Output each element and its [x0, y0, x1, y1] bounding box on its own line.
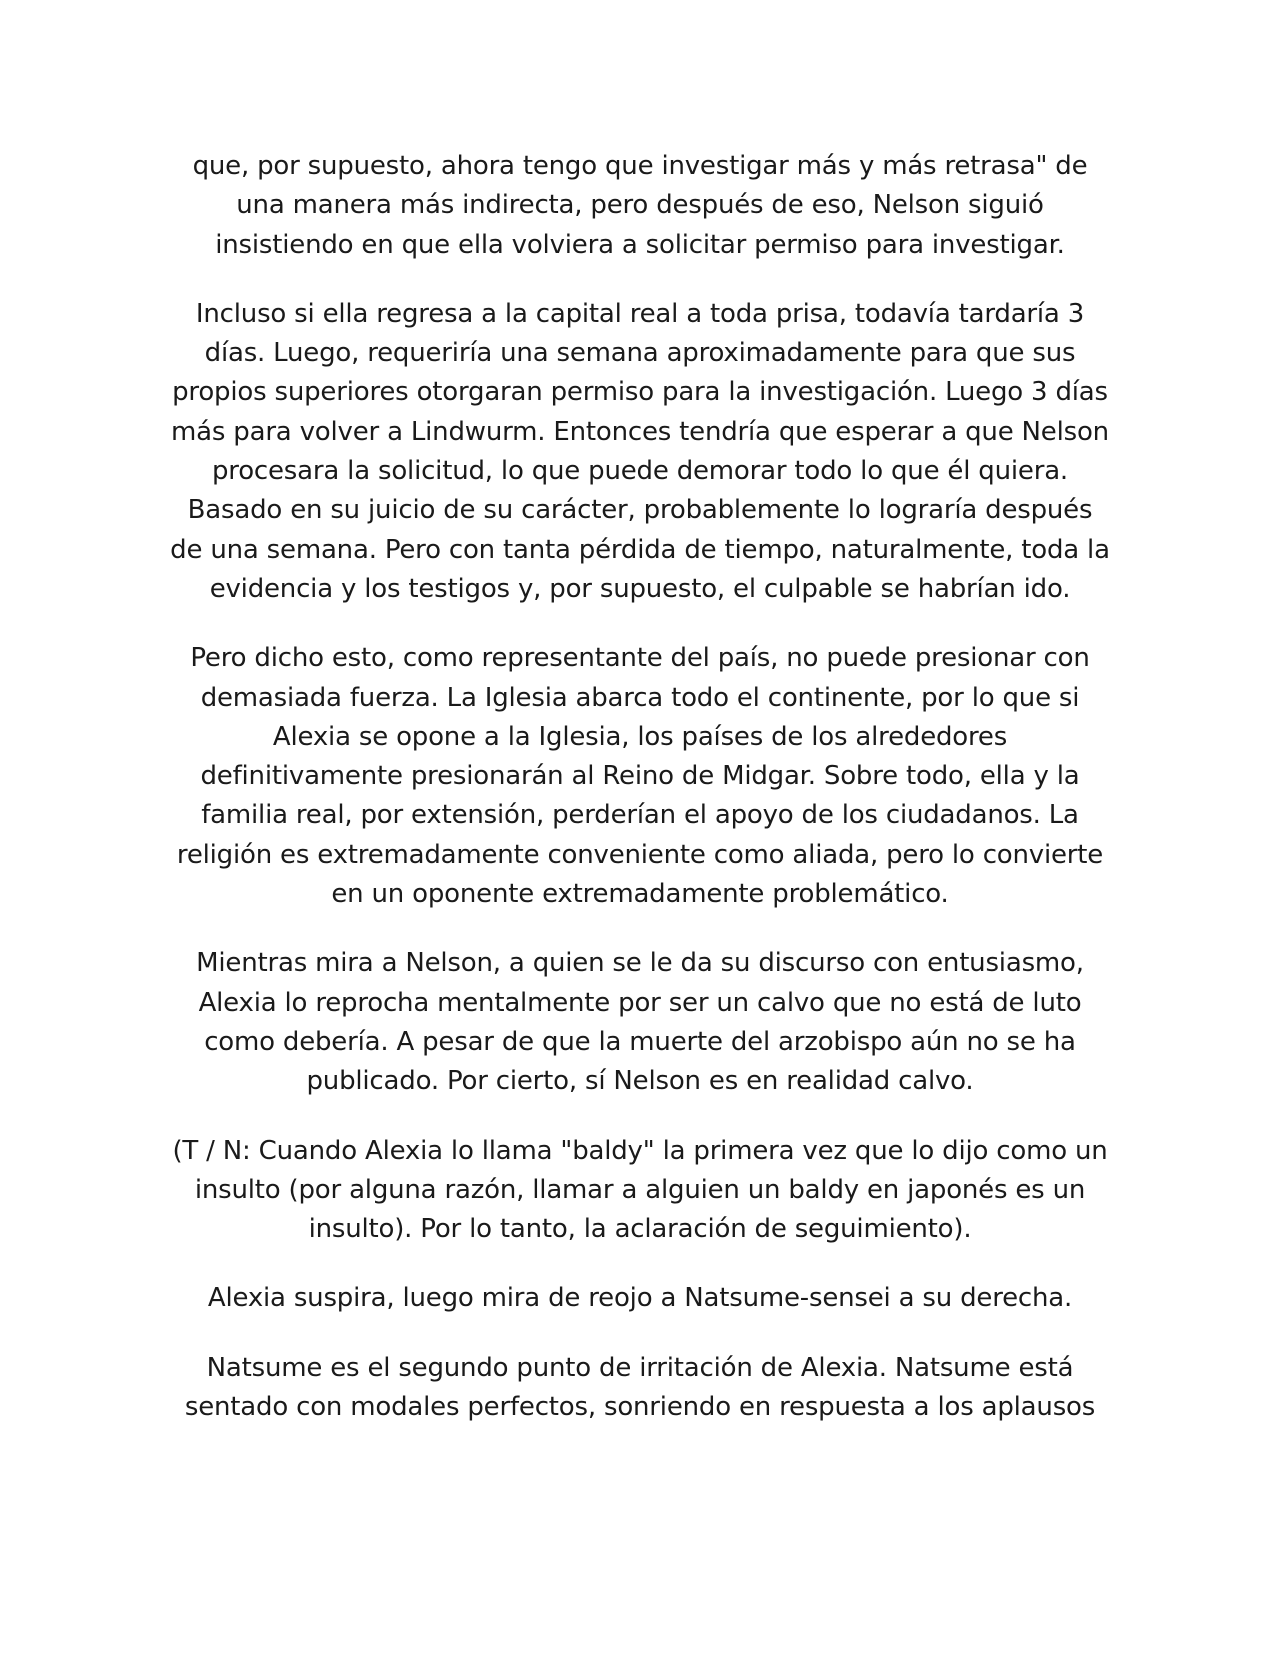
- paragraph-2: Incluso si ella regresa a la capital real a toda prisa, todavía tardaría 3 días. Luego, requeriría una semana aproximadamente para que sus propios superiores otorgaran permiso para la investigación. Luego 3 días más para volver a Lindwurm. Entonces tendría que esperar a que Nelson procesara la solicitud, lo que puede demorar todo lo que él quiera. Basado en su juicio de su carácter, probablemente lo lograría después de una semana. Pero con tanta pérdida de tiempo, naturalmente, toda la evidencia y los testigos y, por supuesto, el culpable se habrían ido.: [170, 298, 1110, 604]
- paragraph-4: Mientras mira a Nelson, a quien se le da su discurso con entusiasmo, Alexia lo reprocha mentalmente por ser un calvo que no está de luto como debería. A pesar de que la muerte del arzobispo aún no se ha publicado. Por cierto, sí Nelson es en realidad calvo.: [196, 948, 1084, 1097]
- paragraph-1: que, por supuesto, ahora tengo que investigar más y más retrasa" de una manera más indirecta, pero después de eso, Nelson siguió insistiendo en que ella volviera a solicitar permiso para investigar.: [192, 151, 1088, 260]
- document-body: [170, 147, 1110, 1457]
- paragraph-3: Pero dicho esto, como representante del país, no puede presionar con demasiada fuerza. La Iglesia abarca todo el continente, por lo que si Alexia se opone a la Iglesia, los países de los alrededores definitivamente presionarán al Reino de Midgar. Sobre todo, ella y la familia real, por extensión, perderían el apoyo de los ciudadanos. La religión es extremadamente conveniente como aliada, pero lo convierte en un oponente extremadamente problemático.: [176, 643, 1104, 910]
- paragraph-6: Alexia suspira, luego mira de reojo a Natsume-sensei a su derecha.: [207, 1283, 1073, 1314]
- paragraph-5-translator-note: (T / N: Cuando Alexia lo llama "baldy" la primera vez que lo dijo como un insulto (por alguna razón, llamar a alguien un baldy en japonés es un insulto). Por lo tanto, la aclaración de seguimiento).: [172, 1135, 1108, 1245]
- paragraph-7: Natsume es el segundo punto de irritación de Alexia. Natsume está sentado con modales perfectos, sonriendo en respuesta a los aplausos: [184, 1352, 1096, 1423]
